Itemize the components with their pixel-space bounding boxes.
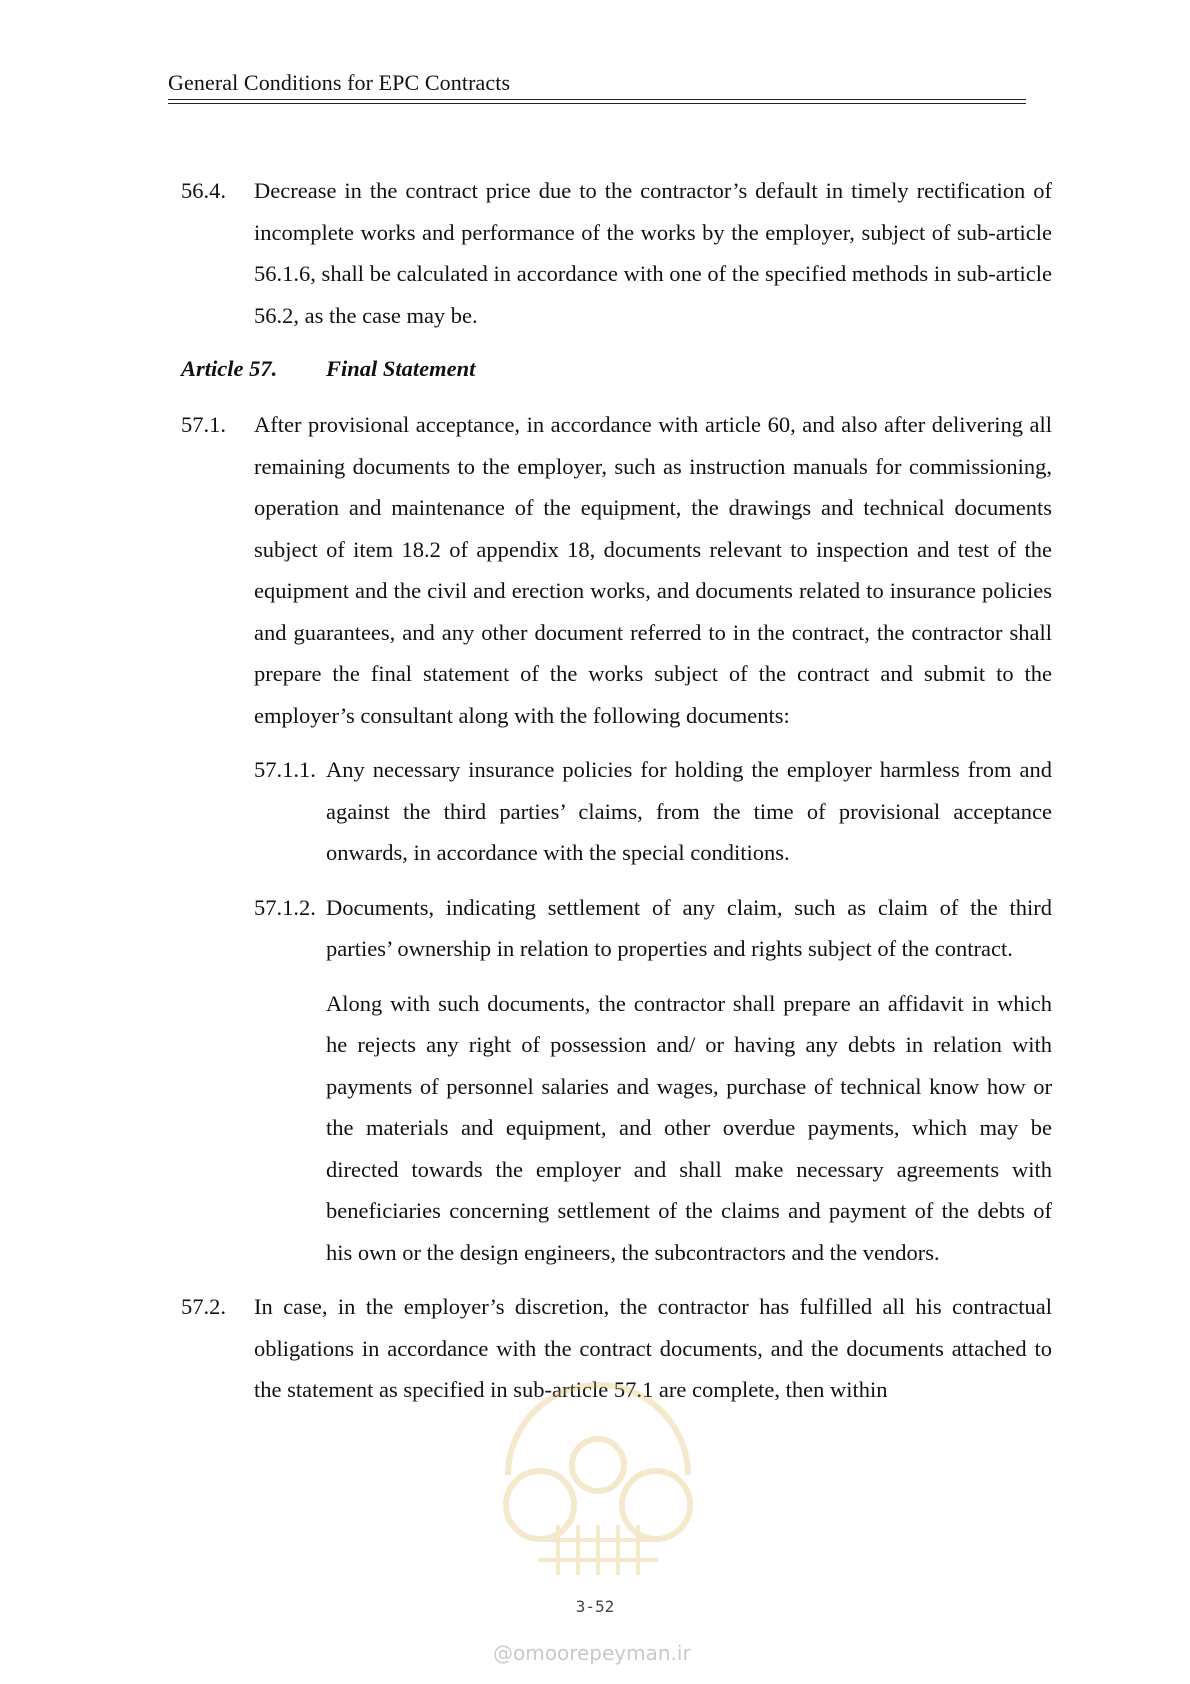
clause-57-1 xyxy=(181,404,1052,736)
subclause-57-1-2 xyxy=(254,887,1052,970)
article-title: Final Statement xyxy=(326,356,476,381)
clause-text: After provisional acceptance, in accordance with article 60, and also after delivering all remaining documents to the employer, such as instruction manuals for commissioning, operation and maintenance of the equipment, the drawings and technical documents subject of item 18.2 of appendix 18, documents relevant to inspection and test of the equipment and the civil and erection works, and documents related to insurance policies and guarantees, and any other document referred to in the contract, the contractor shall prepare the final statement of the works subject of the contract and submit to the employer’s consultant along with the following documents: xyxy=(254,412,1052,728)
subclause-number: 57.1.2. xyxy=(254,894,316,920)
clause-number: 57.2. xyxy=(181,1294,226,1319)
subclause-number: 57.1.1. xyxy=(254,757,316,782)
subclause-text: Documents, indicating settlement of any claim, such as claim of the third parties’ ownership in relation to properties and rights subject of the contract. xyxy=(326,894,1052,961)
clause-text: In case, in the employer’s discretion, the contractor has fulfilled all his contractual obligations in accordance with the contract documents, and the documents attached to the statement as specified in sub-article 57.1 are complete, then within xyxy=(254,1294,1052,1402)
subclause-57-1-1 xyxy=(254,749,1052,874)
subclause-text: Any necessary insurance policies for holding the employer harmless from and against the third parties’ claims, from the time of provisional acceptance onwards, in accordance with the special conditions. xyxy=(326,757,1052,865)
watermark-site: @omoorepeyman.ir xyxy=(493,1641,691,1665)
article-heading xyxy=(181,354,1052,384)
article-number: Article 57. xyxy=(181,356,278,381)
subclause-57-1-2-continuation: Along with such documents, the contractor shall prepare an affidavit in which he rejects any right of possession and/ or having any debts in relation with payments of personnel salaries and wages, purchase of technical know how or the materials and equipment, and other overdue payments, which may be directed towards the employer and shall make necessary agreements with beneficiaries concerning settlement of the claims and payment of the debts of his own or the design engineers, the subcontractors and the vendors. xyxy=(326,990,1052,1265)
header-rule-bottom xyxy=(168,103,1026,104)
page-number: 3-52 xyxy=(575,1597,615,1616)
running-header: General Conditions for EPC Contracts xyxy=(168,70,511,95)
clause-56-4 xyxy=(181,170,1052,336)
clause-number: 57.1. xyxy=(181,412,226,437)
page-body xyxy=(181,170,1052,1424)
header-rule-top xyxy=(168,99,1026,100)
clause-number: 56.4. xyxy=(181,178,226,203)
clause-text: Decrease in the contract price due to the contractor’s default in timely rectification of incomplete works and performance of the works by the employer, subject of sub-article 56.1.6, shall be calculated in accordance with one of the specified methods in sub-article 56.2, as the case may be. xyxy=(254,178,1052,328)
watermark-logo xyxy=(478,1355,718,1585)
